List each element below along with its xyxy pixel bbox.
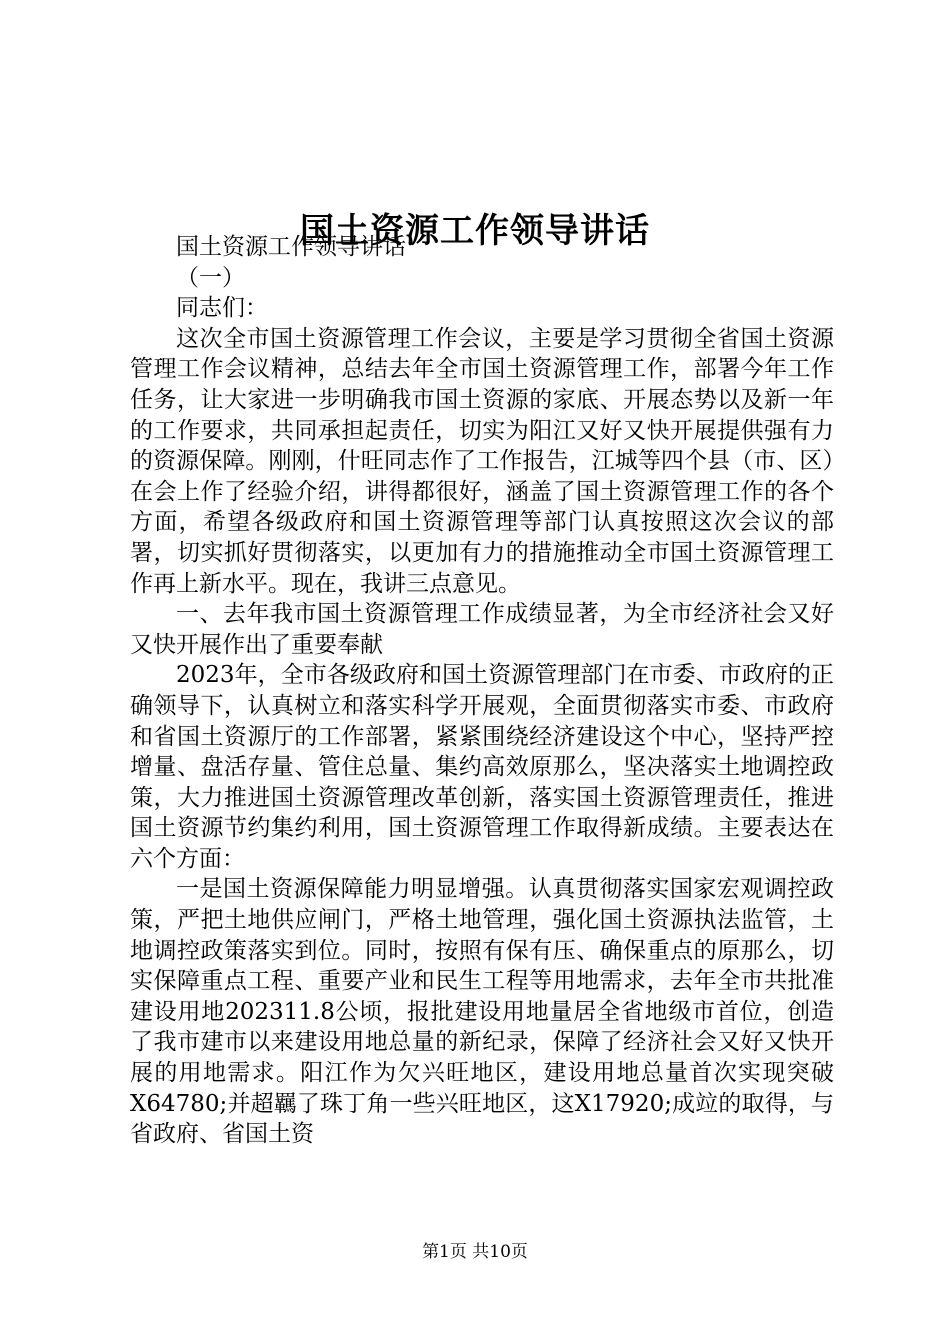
document-title: 国土资源工作领导讲话 — [300, 210, 650, 251]
intro-paragraph: 这次全市国土资源管理工作会议，主要是学习贯彻全省国土资源管理工作会议精神，总结去年全市国土资源管理工作，部署今年工作任务，让大家进一步明确我市国土资源的家底、开展态势以及新一年的工作要求，共同承担起责任，切实为阳江又好又快开展提供强有力的资源保障。刚刚，什旺同志作了工作报告，江城等四个县（市、区）在会上作了经验介绍，讲得都很好，涵盖了国土资源管理工作的各个方面，希望各级政府和国土资源管理等部门认真按照这次会议的部署，切实抓好贯彻落实，以更加有力的措施推动全市国土资源管理工作再上新水平。现在，我讲三点意见。 — [130, 325, 834, 597]
page-footer: 第1页 共10页 — [422, 1242, 528, 1262]
point-one-paragraph: 一是国土资源保障能力明显增强。认真贯彻落实国家宏观调控政策，严把土地供应闸门，严格土地管理，强化国土资源执法监管，土地调控政策落实到位。同时，按照有保有压、确保重点的原那么，切实保障重点工程、重要产业和民生工程等用地需求，去年全市共批准建设用地202311.8公顷，报批建设用地量居全省地级市首位，创造了我市建市以来建设用地总量的新纪录，保障了经济社会又好又快开展的用地需求。阳江作为欠兴旺地区，建设用地总量首次实现突破X64780;并超羈了珠丁角一些兴旺地区，这X17920;成竝的取得，与省政府、省国土资 — [130, 876, 834, 1148]
section-number-paragraph: （一） — [176, 264, 245, 291]
heading-paragraph: 一、去年我市国土资源管理工作成绩显著，为全市经济社会又好又快开展作出了重要奉献 — [130, 601, 834, 658]
salutation-paragraph: 同志们： — [176, 295, 268, 322]
subtitle-paragraph: 国土资源工作领导讲话 — [176, 234, 406, 260]
summary-paragraph: 2023年，全市各级政府和国土资源管理部门在市委、市政府的正确领导下，认真树立和落实科学开展观，全面贯彻落实市委、市政府和省国土资源厅的工作部署，紧紧围绕经济建设这个中心，坚持严控增量、盘活存量、管住总量、集约高效原那么，坚决落实土地调控政策，大力推进国土资源管理改革创新，落实国土资源管理责任，推进国土资源节约集约利用，国土资源管理工作取得新成绩。主要表达在六个方面： — [130, 662, 834, 872]
document-body — [130, 232, 834, 1150]
